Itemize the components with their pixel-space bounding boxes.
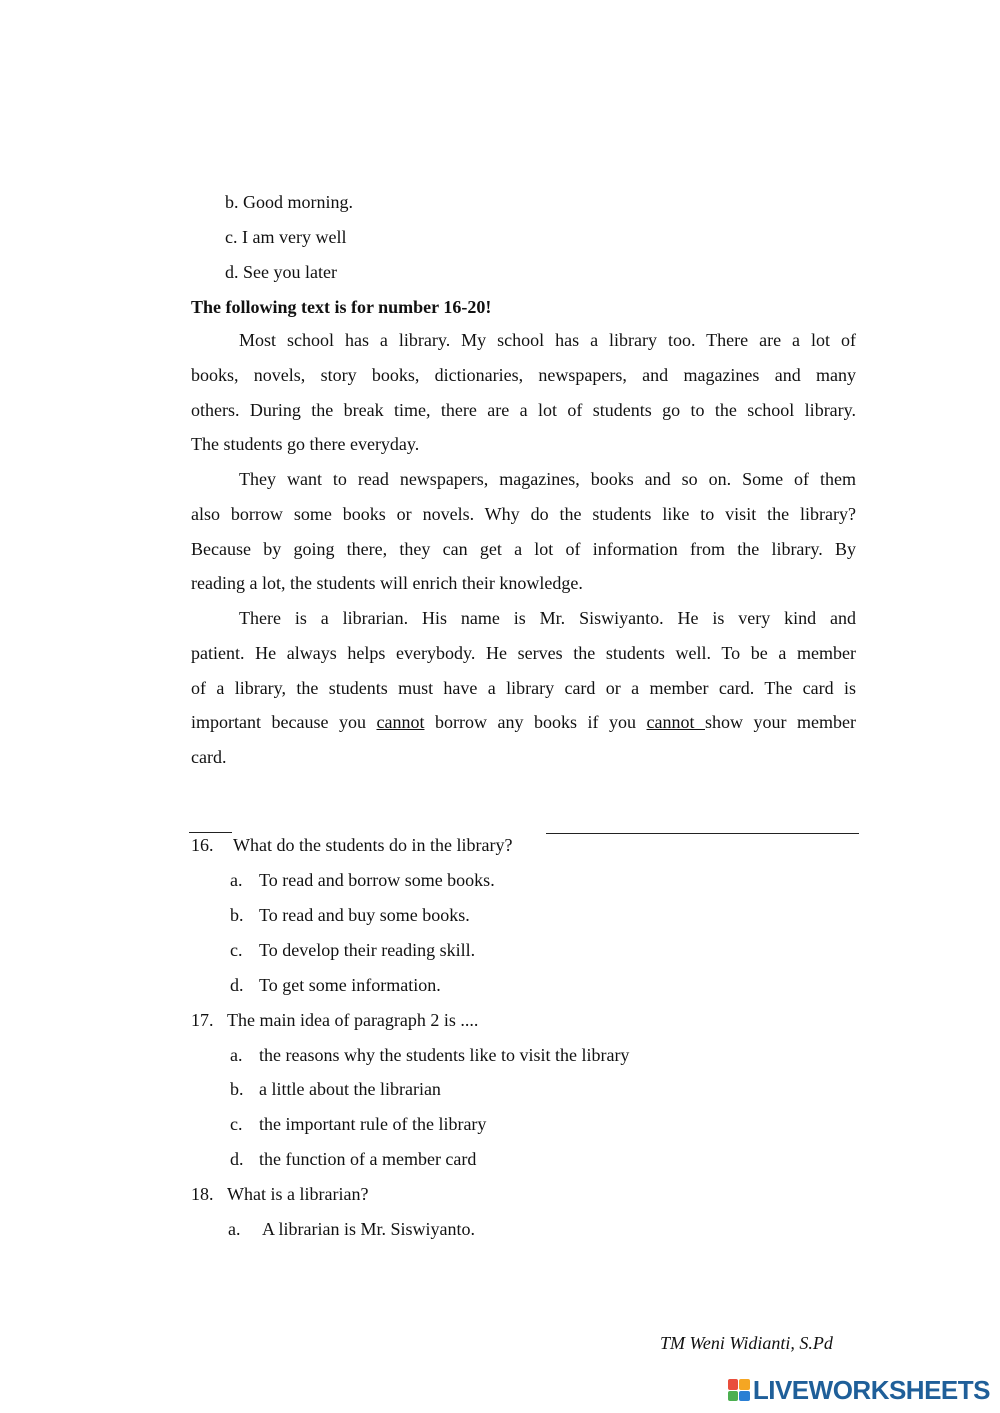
passage-paragraph-1 [191, 323, 856, 462]
passage-line: They want to read newspapers, magazines, books and so on. Some of them [239, 469, 856, 489]
option-letter: a. [230, 870, 243, 890]
option-letter: c. [230, 1114, 243, 1134]
passage-line: Most school has a library. My school has a library too. There are a lot of [239, 330, 856, 350]
question-17-option-c[interactable]: the important rule of the library [259, 1114, 487, 1134]
question-16-text: What do the students do in the library? [233, 835, 513, 855]
author-signature: TM Weni Widianti, S.Pd [660, 1333, 833, 1353]
option-letter: d. [230, 1149, 244, 1169]
passage-line: card. [191, 747, 227, 768]
passage-paragraph-3 [191, 601, 856, 775]
option-letter: d. [230, 975, 244, 995]
option-letter: a. [230, 1045, 243, 1065]
passage-line: books, novels, story books, dictionaries, newspapers, and magazines and many [191, 364, 856, 385]
option-letter: a. [228, 1219, 241, 1239]
question-16-option-d[interactable]: To get some information. [259, 975, 441, 995]
option-letter: b. [230, 905, 244, 925]
option-letter: b. [230, 1079, 244, 1099]
reading-instruction: The following text is for number 16-20! [191, 297, 492, 317]
brand-block [739, 1391, 750, 1402]
passage-line: also borrow some books or novels. Why do the students like to visit the library? [191, 503, 856, 524]
passage-line: reading a lot, the students will enrich their knowledge. [191, 573, 583, 594]
brand-block [728, 1379, 739, 1390]
question-17-number: 17. [191, 1010, 214, 1030]
question-18-number: 18. [191, 1184, 214, 1204]
passage-line: There is a librarian. His name is Mr. Siswiyanto. He is very kind and [239, 608, 856, 628]
question-16-option-a[interactable]: To read and borrow some books. [259, 870, 495, 890]
passage-line: of a library, the students must have a library card or a member card. The card is [191, 677, 856, 698]
liveworksheets-logo [728, 1375, 990, 1405]
question-17-option-a[interactable]: the reasons why the students like to visit the library [259, 1045, 630, 1065]
underlined-word: cannot [376, 712, 425, 733]
question-17-option-d[interactable]: the function of a member card [259, 1149, 477, 1169]
brand-blocks-icon [728, 1379, 750, 1401]
question-16-option-b[interactable]: To read and buy some books. [259, 905, 470, 925]
question-17-text: The main idea of paragraph 2 is .... [227, 1010, 479, 1030]
question-16-option-c[interactable]: To develop their reading skill. [259, 940, 476, 960]
question-16-number: 16. [191, 835, 214, 855]
brand-block [728, 1391, 739, 1402]
question-18-text: What is a librarian? [227, 1184, 369, 1204]
passage-line: Because by going there, they can get a lot of information from the library. By [191, 538, 856, 559]
question-17-option-b[interactable]: a little about the librarian [259, 1079, 441, 1099]
passage-line: The students go there everyday. [191, 434, 420, 455]
passage-line: patient. He always helps everybody. He serves the students well. To be a member [191, 642, 856, 663]
prev-option-b: b. Good morning. [225, 192, 353, 212]
option-letter: c. [230, 940, 243, 960]
prev-option-d: d. See you later [225, 262, 337, 282]
brand-block [739, 1379, 750, 1390]
brand-name: LIVEWORKSHEETS [752, 1374, 990, 1405]
passage-paragraph-2 [191, 462, 856, 601]
underlined-word: cannot [646, 712, 705, 733]
passage-line: important because you cannot borrow any books if you cannot show your member [191, 712, 856, 733]
divider-line [189, 832, 232, 833]
question-18-option-a[interactable]: A librarian is Mr. Siswiyanto. [262, 1219, 475, 1239]
prev-option-c: c. I am very well [225, 227, 347, 247]
divider-line [546, 833, 859, 834]
passage-line: others. During the break time, there are a lot of students go to the school library. [191, 399, 856, 420]
